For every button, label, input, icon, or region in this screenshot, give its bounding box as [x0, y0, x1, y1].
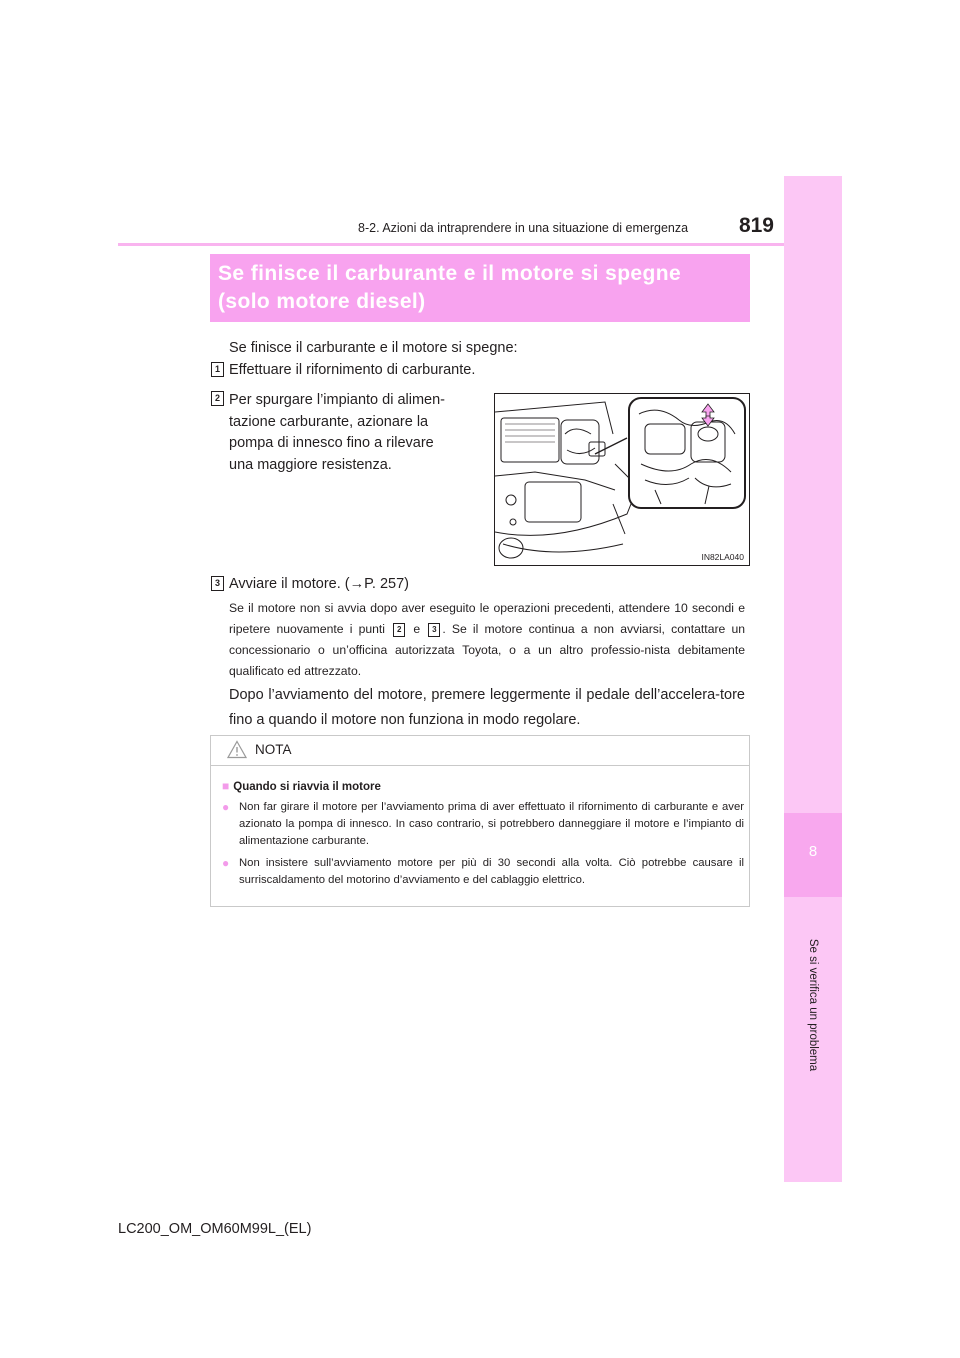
footer-document-code: LC200_OM_OM60M99L_(EL): [118, 1221, 312, 1237]
step-2-badge: 2: [211, 391, 224, 406]
nota-item-text: Non insistere sull’avviamento motore per più di 30 secondi alla volta. Ciò potrebbe causare il surriscaldamento del motorino d’avviamento e del cablaggio elettrico.: [239, 857, 744, 886]
warning-triangle-icon: [227, 740, 247, 759]
step-ref-badge: 3: [428, 623, 440, 637]
nota-item: [222, 799, 744, 850]
step-3-text: Avviare il motore. (→P. 257): [229, 576, 409, 592]
nota-subheading: [222, 779, 381, 793]
page-number: 819: [738, 214, 774, 237]
nota-item-text: Non far girare il motore per l’avviamento prima di aver effettuato il rifornimento di carburante e aver azionato la pompa di innesco. In caso contrario, si potrebbero danneggiare il motore e l’impianto di alimentazione carburante.: [239, 801, 744, 847]
section-title-banner: [210, 254, 750, 322]
bullet-dot-icon: ●: [222, 800, 230, 814]
nota-item: [222, 855, 744, 889]
section-reference: 8-2. Azioni da intraprendere in una situazione di emergenza: [358, 221, 689, 235]
step-2-line: Per spurgare l’impianto di alimen-: [229, 392, 445, 408]
bullet-dot-icon: ●: [222, 856, 230, 870]
chapter-number: 8: [808, 843, 818, 860]
step-1-text: Effettuare il rifornimento di carburante.: [229, 362, 476, 378]
header-divider: [118, 243, 784, 246]
after-start-text: Dopo l’avviamento del motore, premere leggermente il pedale dell’accelera-tore fino a quando il motore non funziona in modo regolare.: [229, 687, 745, 728]
engine-bay-illustration: [495, 394, 749, 565]
intro-text: Se finisce il carburante e il motore si spegne:: [229, 340, 518, 356]
engine-bay-figure: [494, 393, 750, 566]
nota-box: [210, 735, 750, 907]
nota-label: NOTA: [255, 742, 292, 757]
section-title-line-1: Se finisce il carburante e il motore si spegne: [218, 262, 682, 285]
step-2-text: [229, 390, 475, 476]
figure-code: IN82LA040: [701, 552, 744, 562]
section-title-line-2: (solo motore diesel): [218, 290, 426, 313]
chapter-title: Se si verifica un problema: [807, 938, 819, 1072]
small-note: [229, 598, 745, 682]
small-note-part-1: Se il motore non si avvia dopo aver eseguito le operazioni precedenti, attendere 10 secondi e ripetere nuovamente i punti: [229, 601, 745, 636]
nota-header: [211, 736, 749, 766]
nota-subheading-text: Quando si riavvia il motore: [233, 781, 381, 793]
step-1-badge: 1: [211, 362, 224, 377]
step-3-badge: 3: [211, 576, 224, 591]
small-note-part-2: . Se il motore continua a non avviarsi, contattare un concessionario o un’officina autorizzata Toyota, o a un altro professio-nista debitamente qualificato ed attrezzato.: [229, 622, 746, 678]
step-2-line: tazione carburante, azionare la: [229, 413, 429, 430]
step-ref-badge: 2: [393, 623, 405, 637]
step-2-line: pompa di innesco fino a rilevare: [229, 435, 434, 451]
step-2-line: una maggiore resistenza.: [229, 456, 392, 473]
small-note-conj: e: [413, 622, 421, 636]
square-bullet-icon: ■: [222, 779, 230, 793]
